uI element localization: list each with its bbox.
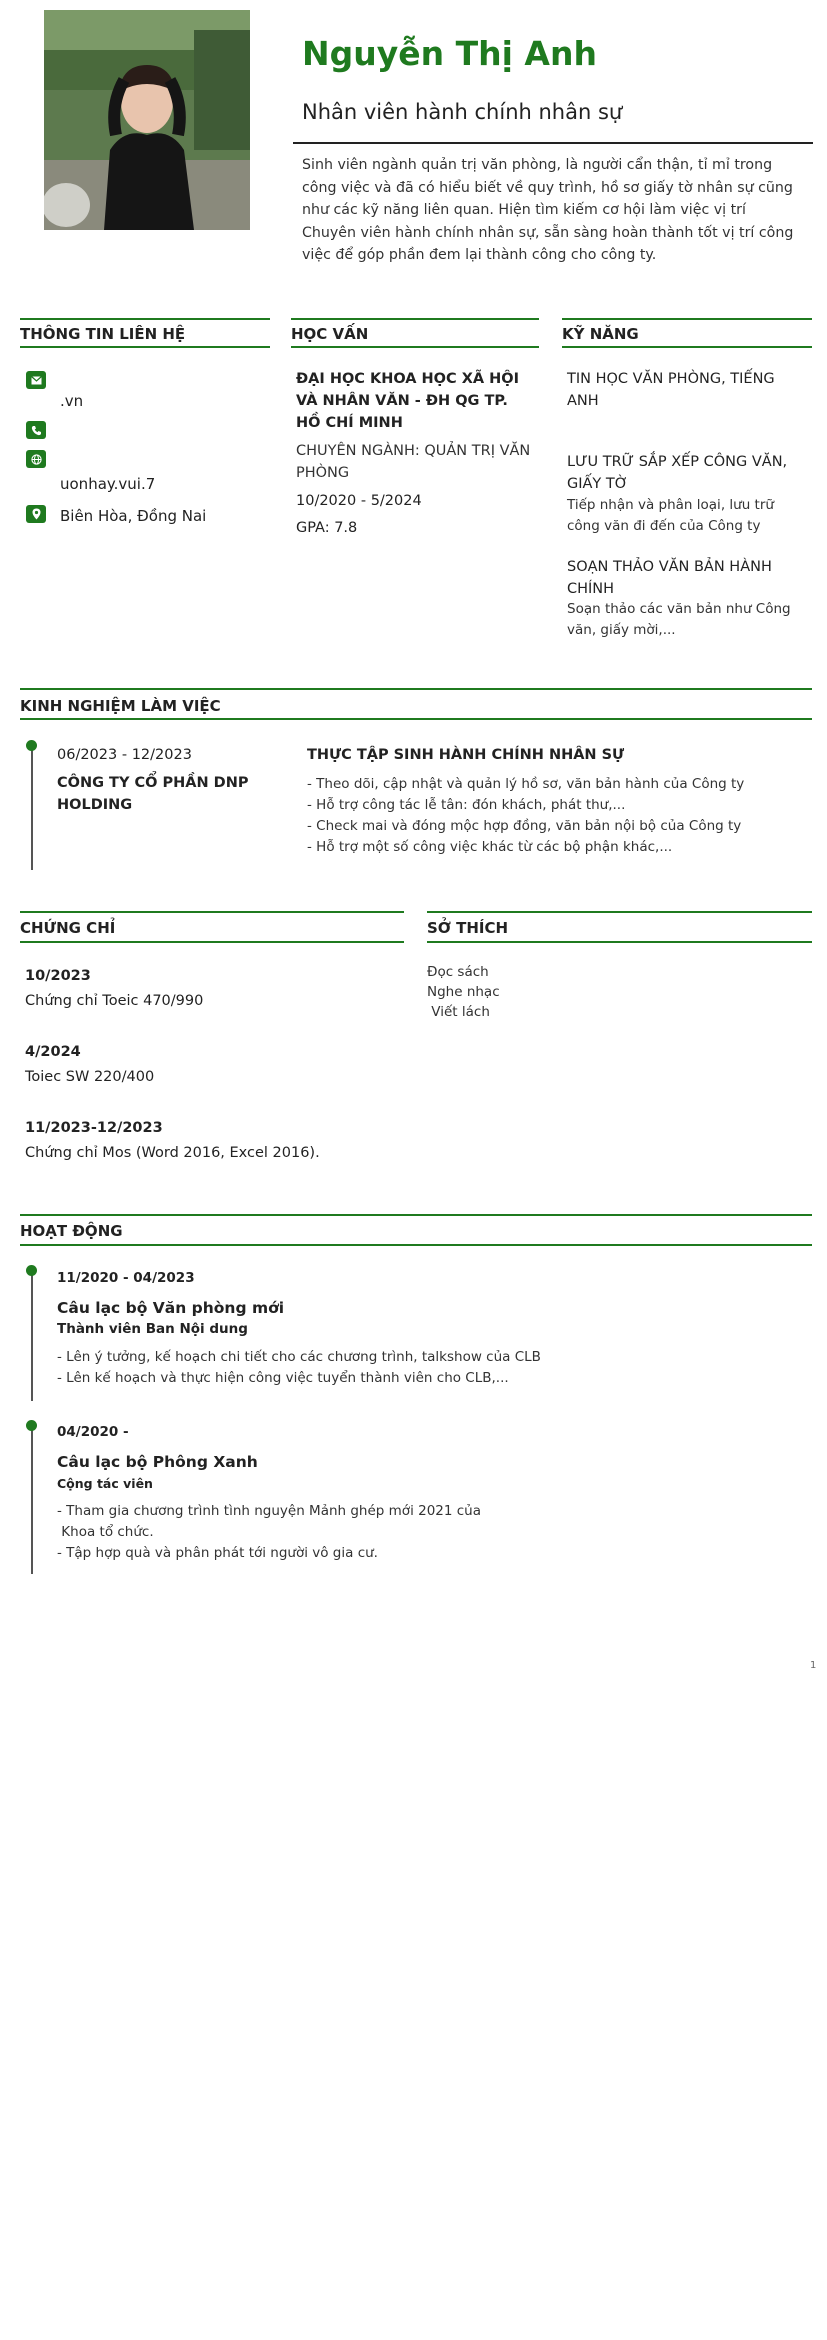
hobbies-bottom-rule: [427, 941, 812, 943]
activity-task: - Lên ý tưởng, kế hoạch chi tiết cho các chương trình, talkshow của CLB: [57, 1349, 541, 1365]
contact-top-rule: [20, 318, 270, 320]
experience-task: - Theo dõi, cập nhật và quản lý hồ sơ, văn bản hành của Công ty: [307, 776, 745, 792]
education-bottom-rule: [291, 346, 539, 348]
activity-task: Khoa tổ chức.: [57, 1524, 154, 1540]
activities-bottom-rule: [20, 1244, 812, 1246]
education-top-rule: [291, 318, 539, 320]
certificate-date: 4/2024: [25, 1044, 81, 1060]
hobby-item: Đọc sách: [427, 964, 489, 980]
certificate-name: Toiec SW 220/400: [25, 1069, 155, 1085]
activity-period: 04/2020 -: [57, 1424, 129, 1440]
activities-section-title: HOẠT ĐỘNG: [20, 1222, 123, 1240]
activity-timeline-line: [31, 1430, 33, 1574]
experience-role: THỰC TẬP SINH HÀNH CHÍNH NHÂN SỰ: [307, 747, 625, 763]
hobby-item: Nghe nhạc: [427, 984, 500, 1000]
skill-name: TIN HỌC VĂN PHÒNG, TIẾNG ANH: [567, 371, 775, 409]
page-number: 1: [810, 1660, 817, 1671]
activity-organization: Câu lạc bộ Phông Xanh: [57, 1453, 258, 1471]
contact-bottom-rule: [20, 346, 270, 348]
school-name: ĐẠI HỌC KHOA HỌC XÃ HỘI VÀ NHÂN VĂN - ĐH QG TP. HỒ CHÍ MINH: [296, 371, 520, 431]
profile-photo: [44, 10, 250, 230]
education-period: 10/2020 - 5/2024: [296, 493, 422, 509]
skills-section-title: KỸ NĂNG: [562, 325, 639, 343]
activity-timeline-line: [31, 1275, 33, 1401]
activities-top-rule: [20, 1214, 812, 1216]
contact-address: Biên Hòa, Đồng Nai: [60, 507, 207, 525]
experience-task: - Hỗ trợ một số công việc khác từ các bộ phận khác,...: [307, 839, 673, 855]
contact-email[interactable]: .vn: [60, 392, 84, 410]
experience-task: - Hỗ trợ công tác lễ tân: đón khách, phát thư,...: [307, 797, 626, 813]
certificates-section-title: CHỨNG CHỈ: [20, 919, 116, 937]
phone-icon: [26, 421, 46, 439]
skills-bottom-rule: [562, 346, 812, 348]
activity-task: - Lên kế hoạch và thực hiện công việc tuyển thành viên cho CLB,...: [57, 1370, 509, 1386]
activity-timeline-dot: [26, 1265, 37, 1276]
header-divider: [293, 142, 813, 144]
skill-description: Soạn thảo các văn bản như Công văn, giấy mời,...: [567, 601, 791, 638]
hobby-item: Viết lách: [427, 1004, 490, 1020]
activity-role: Thành viên Ban Nội dung: [57, 1321, 248, 1337]
hobbies-top-rule: [427, 911, 812, 913]
certificates-top-rule: [20, 911, 404, 913]
experience-bottom-rule: [20, 718, 812, 720]
skill-name: LƯU TRỮ SẮP XẾP CÔNG VĂN, GIẤY TỜ: [567, 454, 788, 492]
activity-timeline-dot: [26, 1420, 37, 1431]
activity-task: - Tham gia chương trình tình nguyện Mảnh ghép mới 2021 của: [57, 1503, 482, 1519]
experience-top-rule: [20, 688, 812, 690]
experience-task: - Check mai và đóng mộc hợp đồng, văn bản nội bộ của Công ty: [307, 818, 742, 834]
education-major: CHUYÊN NGÀNH: QUẢN TRỊ VĂN PHÒNG: [296, 443, 531, 481]
globe-icon: [26, 450, 46, 468]
certificates-bottom-rule: [20, 941, 404, 943]
experience-timeline-dot: [26, 740, 37, 751]
skill-description: Tiếp nhận và phân loại, lưu trữ công văn đi đến của Công ty: [567, 497, 774, 534]
contact-section-title: THÔNG TIN LIÊN HỆ: [20, 325, 186, 343]
education-gpa: GPA: 7.8: [296, 520, 358, 536]
career-summary: Sinh viên ngành quản trị văn phòng, là người cẩn thận, tỉ mỉ trong công việc và đã có hiểu biết về quy trình, hồ sơ giấy tờ nhân sự cũng như các kỹ năng liên quan. Hiện tìm kiếm cơ hội làm việc vị trí Chuyên viên hành chính nhân sự, sẵn sàng hoàn thành tốt vị trí công việc để góp phần đem lại thành công cho công ty.: [302, 157, 794, 263]
activity-organization: Câu lạc bộ Văn phòng mới: [57, 1299, 285, 1317]
experience-period: 06/2023 - 12/2023: [57, 747, 192, 763]
candidate-name: Nguyễn Thị Anh: [302, 34, 597, 73]
email-icon: [26, 371, 46, 389]
skill-name: SOẠN THẢO VĂN BẢN HÀNH CHÍNH: [567, 559, 772, 597]
company-name: CÔNG TY CỔ PHẦN DNP HOLDING: [57, 775, 249, 813]
activity-task: - Tập hợp quà và phân phát tới người vô gia cư.: [57, 1545, 378, 1561]
certificate-date: 10/2023: [25, 968, 91, 984]
activity-role: Cộng tác viên: [57, 1476, 153, 1491]
certificate-date: 11/2023-12/2023: [25, 1120, 163, 1136]
activity-period: 11/2020 - 04/2023: [57, 1270, 195, 1286]
certificate-name: Chứng chỉ Mos (Word 2016, Excel 2016).: [25, 1145, 320, 1161]
contact-website[interactable]: uonhay.vui.7: [60, 475, 156, 493]
skills-top-rule: [562, 318, 812, 320]
experience-section-title: KINH NGHIỆM LÀM VIỆC: [20, 697, 221, 715]
certificate-name: Chứng chỉ Toeic 470/990: [25, 993, 204, 1009]
education-section-title: HỌC VẤN: [291, 325, 369, 343]
location-pin-icon: [26, 505, 46, 523]
experience-timeline-line: [31, 746, 33, 870]
hobbies-section-title: SỞ THÍCH: [427, 919, 509, 937]
job-title: Nhân viên hành chính nhân sự: [302, 100, 623, 124]
